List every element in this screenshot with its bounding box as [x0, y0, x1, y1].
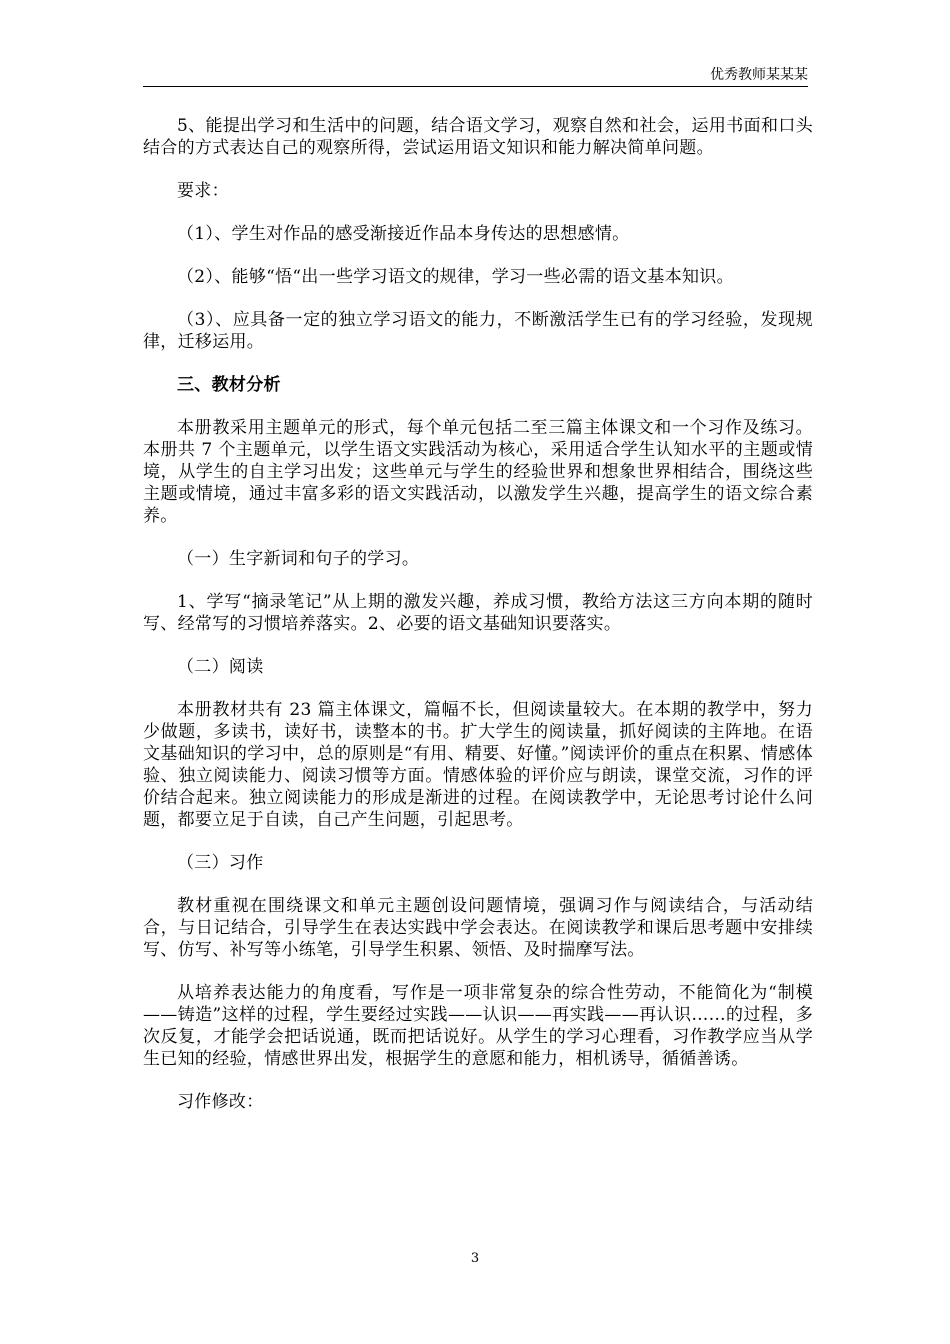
- paragraph-goal-5: 5、能提出学习和生活中的问题，结合语文学习，观察自然和社会，运用书面和口头结合的方式表达自己的观察所得，尝试运用语文知识和能力解决简单问题。: [143, 116, 813, 158]
- page-header: [143, 64, 808, 87]
- paragraph-requirement-1: （1）、学生对作品的感受渐接近作品本身传达的思想感情。: [177, 224, 630, 244]
- subheading-writing: （三）习作: [177, 853, 264, 873]
- subheading-vocabulary: （一）生字新词和句子的学习。: [177, 549, 420, 569]
- document-body: [143, 115, 813, 1134]
- paragraph-textbook-overview: 本册教采用主题单元的形式，每个单元包括二至三篇主体课文和一个习作及练习。本册共 7 个主题单元，以学生语文实践活动为核心，采用适合学生认知水平的主题或情境，从学生的自主学习出发；这些单元与学生的经验世界和想象世界相结合，围绕这些主题或情境，通过丰富多彩的语文实践活动，以激发学生兴趣，提高学生的语文综合素养。: [143, 418, 813, 526]
- paragraph-writing-2: 从培养表达能力的角度看，写作是一项非常复杂的综合性劳动，不能简化为“制模——铸造”这样的过程，学生要经过实践——认识——再实践——再认识……的过程，多次反复，才能学会把话说通，既而把话说好。从学生的学习心理看，习作教学应当从学生已知的经验，情感世界出发，根据学生的意愿和能力，相机诱导，循循善诱。: [143, 983, 813, 1069]
- section-heading-textbook-analysis: 三、教材分析: [177, 375, 281, 395]
- paragraph-requirement-2: （2）、能够“悟“出一些学习语文的规律，学习一些必需的语文基本知识。: [177, 267, 734, 287]
- paragraph-reading: 本册教材共有 23 篇主体课文，篇幅不长，但阅读量较大。在本期的教学中，努力少做题，多读书，读好书，读整本的书。扩大学生的阅读量，抓好阅读的主阵地。在语文基础知识的学习中，总的原则是“有用、精要、好懂。”阅读评价的重点在积累、情感体验、独立阅读能力、阅读习惯等方面。情感体验的评价应与朗读，课堂交流，习作的评价结合起来。独立阅读能力的形成是渐进的过程。在阅读教学中，无论思考讨论什么问题，都要立足于自读，自己产生问题，引起思考。: [143, 700, 813, 830]
- paragraph-writing-revision: 习作修改：: [177, 1092, 264, 1112]
- paragraph-requirement-3: （3）、应具备一定的独立学习语文的能力，不断激活学生已有的学习经验，发现规律，迁移运用。: [143, 310, 813, 352]
- subheading-reading: （二）阅读: [177, 657, 264, 677]
- page-number: 3: [470, 1251, 480, 1266]
- header-author: 优秀教师某某某: [710, 67, 808, 83]
- paragraph-writing-1: 教材重视在围绕课文和单元主题创设问题情境，强调习作与阅读结合，与活动结合，与日记结合，引导学生在表达实践中学会表达。在阅读教学和课后思考题中安排续写、仿写、补写等小练笔，引导学生积累、领悟、及时揣摩写法。: [143, 896, 813, 960]
- paragraph-vocabulary: 1、学写“摘录笔记”从上期的激发兴趣，养成习惯，教给方法这三方向本期的随时写、经常写的习惯培养落实。2、必要的语文基础知识要落实。: [143, 592, 813, 634]
- paragraph-requirements-label: 要求：: [177, 181, 229, 201]
